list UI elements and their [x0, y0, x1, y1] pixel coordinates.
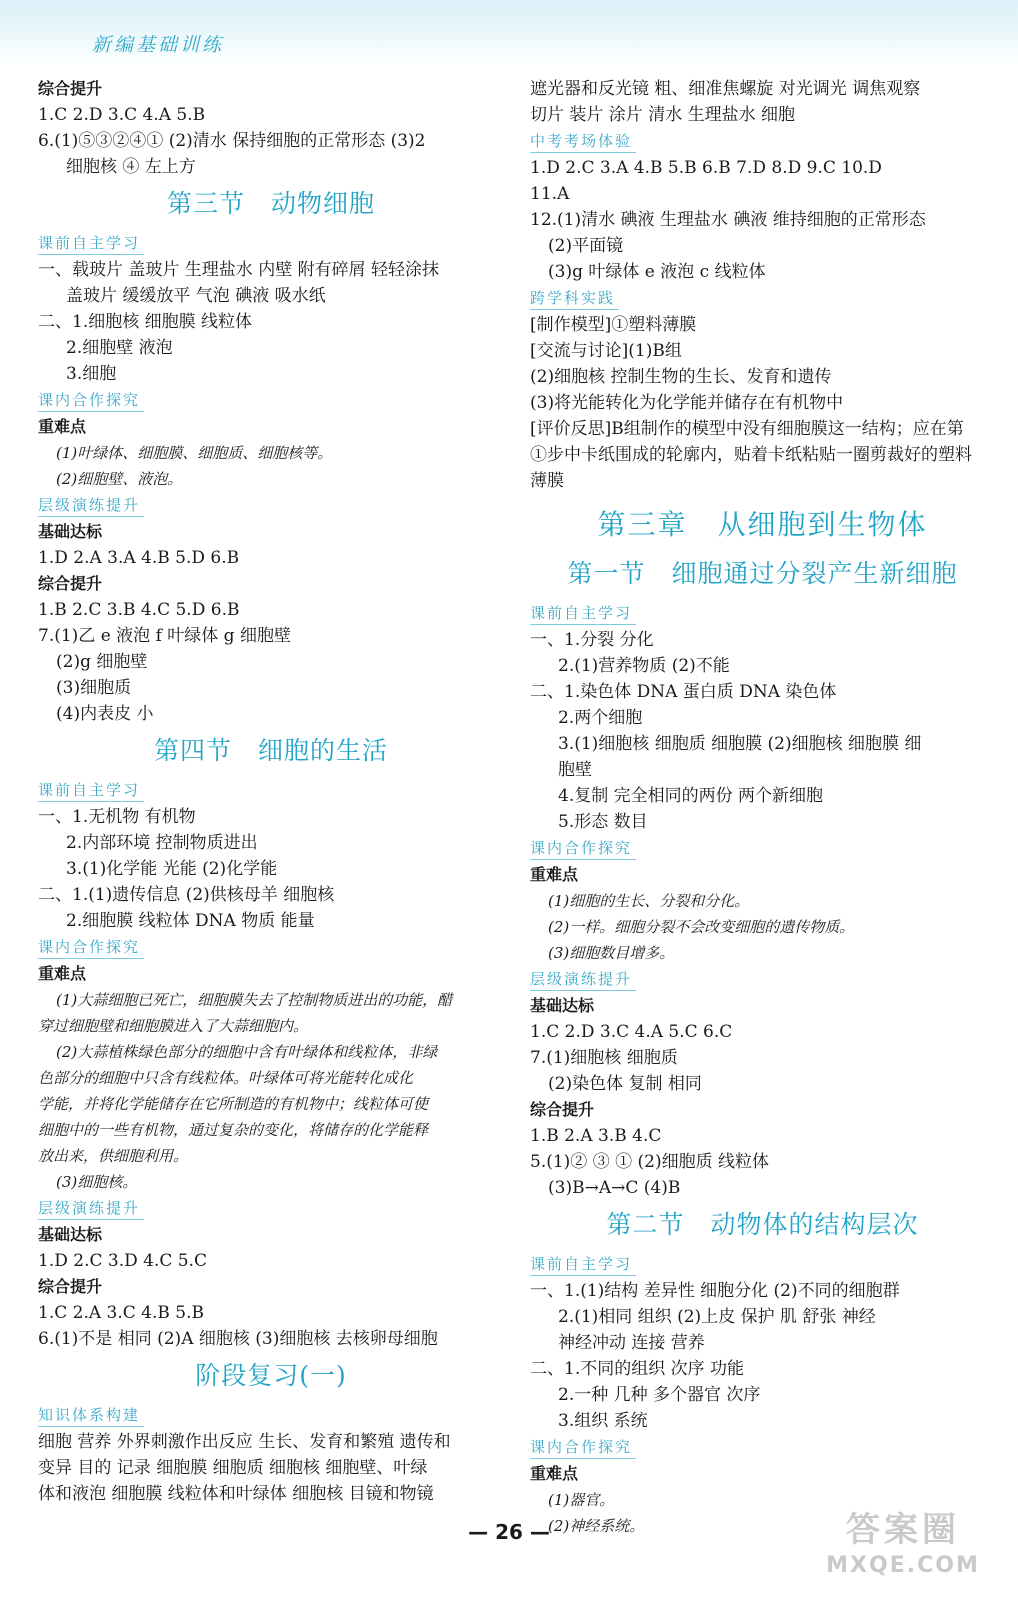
answer-line: 二、1.(1)遗传信息 (2)供核母羊 细胞核 [38, 885, 335, 905]
explanation-line: (1)叶绿体、细胞膜、细胞质、细胞核等。 [56, 444, 333, 462]
subsection-tab-wrap [38, 492, 504, 519]
explanation-line: 学能，并将化学能储存在它所制造的有机物中；线粒体可使 [38, 1095, 429, 1113]
subsection-tab: 知识体系构建 [38, 1404, 144, 1427]
watermark-bottom: MXQE.COM [826, 1553, 980, 1578]
answer-line: 薄膜 [530, 471, 564, 491]
answer-line: 11.A [530, 184, 570, 204]
answer-line: 1.D 2.C 3.A 4.B 5.B 6.B 7.D 8.D 9.C 10.D [530, 158, 882, 178]
answer-line: 3.(1)细胞核 细胞质 细胞膜 (2)细胞核 细胞膜 细 [558, 734, 922, 754]
explanation-line: (1)细胞的生长、分裂和分化。 [548, 892, 750, 910]
answer-line: 1.C 2.D 3.C 4.A 5.C 6.C [530, 1022, 733, 1042]
answer-line: 变异 目的 记录 细胞膜 细胞质 细胞核 细胞壁、叶绿 [38, 1458, 428, 1478]
answer-line: 2.(1)相同 组织 (2)上皮 保护 肌 舒张 神经 [558, 1307, 876, 1327]
explanation-line: 放出来，供细胞利用。 [38, 1147, 189, 1165]
block-heading: 重难点 [38, 417, 87, 436]
answer-line: 7.(1)细胞核 细胞质 [530, 1048, 678, 1068]
answer-line: 1.C 2.D 3.C 4.A 5.B [38, 105, 206, 125]
subsection-tab-wrap [38, 1402, 504, 1429]
answer-line: 6.(1)⑤③②④① (2)清水 保持细胞的正常形态 (3)2 [38, 131, 426, 151]
answer-line: 神经冲动 连接 营养 [558, 1333, 705, 1353]
subsection-tab-wrap [530, 1251, 995, 1278]
explanation-line: 细胞中的一些有机物，通过复杂的变化，将储存的化学能释 [38, 1121, 429, 1139]
answer-line: (2)染色体 复制 相同 [548, 1074, 702, 1094]
answer-line: 4.复制 完全相同的两份 两个新细胞 [558, 786, 824, 806]
left-column [38, 76, 504, 1507]
answer-line: 3.(1)化学能 光能 (2)化学能 [66, 859, 278, 879]
book-title: 新编基础训练 [92, 34, 225, 56]
header-banner [0, 0, 1018, 66]
page-number: — 26 — [468, 1520, 550, 1544]
subsection-tab: 层级演练提升 [38, 494, 144, 517]
answer-line: 盖玻片 缓缓放平 气泡 碘液 吸水纸 [66, 286, 326, 306]
block-heading: 重难点 [530, 865, 579, 884]
answer-line: 1.D 2.A 3.A 4.B 5.D 6.B [38, 548, 240, 568]
answer-line: 1.C 2.A 3.C 4.B 5.B [38, 1303, 204, 1323]
subsection-tab: 课内合作探究 [530, 837, 636, 860]
subsection-tab-wrap [530, 835, 995, 862]
answer-line: 7.(1)乙 e 液泡 f 叶绿体 g 细胞壁 [38, 626, 291, 646]
answer-line: 1.D 2.C 3.D 4.C 5.C [38, 1251, 207, 1271]
right-column [530, 76, 995, 1539]
subsection-tab-wrap [530, 1434, 995, 1461]
subsection-tab: 课前自主学习 [530, 602, 636, 625]
subsection-tab-wrap [38, 934, 504, 961]
answer-line: 1.B 2.A 3.B 4.C [530, 1126, 662, 1146]
section-title: 第三节 动物细胞 [166, 189, 375, 218]
block-heading: 重难点 [38, 964, 87, 983]
answer-line: (2)细胞核 控制生物的生长、发育和遗传 [530, 367, 832, 387]
answer-line: 二、1.不同的组织 次序 功能 [530, 1359, 745, 1379]
explanation-line: (2)一样。细胞分裂不会改变细胞的遗传物质。 [548, 918, 855, 936]
explanation-line: (2)大蒜植株绿色部分的细胞中含有叶绿体和线粒体，非绿 [56, 1043, 438, 1061]
subsection-tab-wrap [38, 387, 504, 414]
answer-line: 细胞 营养 外界刺激作出反应 生长、发育和繁殖 遗传和 [38, 1432, 451, 1452]
subsection-tab: 课内合作探究 [38, 389, 144, 412]
block-heading: 基础达标 [38, 522, 103, 541]
subsection-tab-wrap [38, 777, 504, 804]
answer-line: 一、1.分裂 分化 [530, 630, 654, 650]
block-heading: 重难点 [530, 1464, 579, 1483]
answer-line: 一、载玻片 盖玻片 生理盐水 内壁 附有碎屑 轻轻涂抹 [38, 260, 440, 280]
block-heading: 综合提升 [38, 574, 103, 593]
answer-line: (3)细胞质 [56, 678, 132, 698]
answer-line: 2.细胞壁 液泡 [66, 338, 173, 358]
block-heading: 综合提升 [38, 1277, 103, 1296]
explanation-line: (2)神经系统。 [548, 1517, 645, 1535]
block-heading: 综合提升 [38, 79, 103, 98]
watermark-logo [808, 1508, 998, 1588]
answer-line: 遮光器和反光镜 粗、细准焦螺旋 对光调光 调焦观察 [530, 79, 921, 99]
answer-line: ①步中卡纸围成的轮廓内，贴着卡纸粘贴一圈剪裁好的塑料 [530, 445, 972, 465]
answer-line: 3.组织 系统 [558, 1411, 648, 1431]
explanation-line: (3)细胞数目增多。 [548, 944, 675, 962]
answer-line: 一、1.无机物 有机物 [38, 807, 196, 827]
subsection-tab-wrap [530, 966, 995, 993]
block-heading: 基础达标 [38, 1225, 103, 1244]
answer-line: 3.细胞 [66, 364, 117, 384]
section-title: 阶段复习(一) [195, 1361, 347, 1390]
answer-line: 2.一种 几种 多个器官 次序 [558, 1385, 761, 1405]
answer-line: (3)将光能转化为化学能并储存在有机物中 [530, 393, 844, 413]
subsection-tab-wrap [38, 230, 504, 257]
answer-line: 2.内部环境 控制物质进出 [66, 833, 258, 853]
explanation-line: (1)大蒜细胞已死亡，细胞膜失去了控制物质进出的功能，醋 [56, 991, 453, 1009]
answer-line: [制作模型]①塑料薄膜 [530, 315, 697, 335]
explanation-line: 色部分的细胞中只含有线粒体。叶绿体可将光能转化成化 [38, 1069, 414, 1087]
subsection-tab: 课前自主学习 [530, 1253, 636, 1276]
answer-line: 二、1.细胞核 细胞膜 线粒体 [38, 312, 253, 332]
section-title: 第一节 细胞通过分裂产生新细胞 [567, 559, 958, 588]
subsection-tab: 课内合作探究 [530, 1436, 636, 1459]
explanation-line: (1)器官。 [548, 1491, 615, 1509]
answer-line: 2.两个细胞 [558, 708, 643, 728]
answer-line: 1.B 2.C 3.B 4.C 5.D 6.B [38, 600, 240, 620]
explanation-line: (2)细胞壁、液泡。 [56, 470, 183, 488]
answer-line: (3)g 叶绿体 e 液泡 c 线粒体 [548, 262, 766, 282]
answer-line: 切片 装片 涂片 清水 生理盐水 细胞 [530, 105, 796, 125]
answer-line: 二、1.染色体 DNA 蛋白质 DNA 染色体 [530, 682, 837, 702]
answer-line: 6.(1)不是 相同 (2)A 细胞核 (3)细胞核 去核卵母细胞 [38, 1329, 438, 1349]
answer-line: 一、1.(1)结构 差异性 细胞分化 (2)不同的细胞群 [530, 1281, 900, 1301]
answer-line: 细胞核 ④ 左上方 [66, 157, 196, 177]
answer-line: [交流与讨论](1)B组 [530, 341, 682, 361]
answer-line: 2.(1)营养物质 (2)不能 [558, 656, 730, 676]
subsection-tab: 层级演练提升 [530, 968, 636, 991]
block-heading: 基础达标 [530, 996, 595, 1015]
chapter-title: 第三章 从细胞到生物体 [597, 508, 928, 541]
section-title: 第二节 动物体的结构层次 [606, 1210, 919, 1239]
answer-line: (3)B→A→C (4)B [548, 1178, 681, 1198]
answer-line: 胞壁 [558, 760, 592, 780]
subsection-tab: 跨学科实践 [530, 287, 619, 310]
subsection-tab: 中考考场体验 [530, 130, 636, 153]
explanation-line: 穿过细胞壁和细胞膜进入了大蒜细胞内。 [38, 1017, 309, 1035]
answer-line: [评价反思]B组制作的模型中没有细胞膜这一结构；应在第 [530, 419, 964, 439]
subsection-tab: 课前自主学习 [38, 232, 144, 255]
subsection-tab: 课前自主学习 [38, 779, 144, 802]
subsection-tab-wrap [38, 1195, 504, 1222]
answer-line: (2)平面镜 [548, 236, 624, 256]
watermark-top: 答案圈 [846, 1510, 960, 1550]
subsection-tab-wrap [530, 285, 995, 312]
subsection-tab-wrap [530, 600, 995, 627]
subsection-tab: 层级演练提升 [38, 1197, 144, 1220]
answer-line: (2)g 细胞壁 [56, 652, 148, 672]
subsection-tab-wrap [530, 128, 995, 155]
answer-line: 12.(1)清水 碘液 生理盐水 碘液 维持细胞的正常形态 [530, 210, 926, 230]
answer-line: 体和液泡 细胞膜 线粒体和叶绿体 细胞核 目镜和物镜 [38, 1484, 434, 1504]
subsection-tab: 课内合作探究 [38, 936, 144, 959]
answer-line: 2.细胞膜 线粒体 DNA 物质 能量 [66, 911, 315, 931]
answer-line: 5.(1)② ③ ① (2)细胞质 线粒体 [530, 1152, 769, 1172]
answer-line: (4)内表皮 小 [56, 704, 154, 724]
block-heading: 综合提升 [530, 1100, 595, 1119]
section-title: 第四节 细胞的生活 [153, 736, 388, 765]
answer-line: 5.形态 数目 [558, 812, 648, 832]
explanation-line: (3)细胞核。 [56, 1173, 138, 1191]
